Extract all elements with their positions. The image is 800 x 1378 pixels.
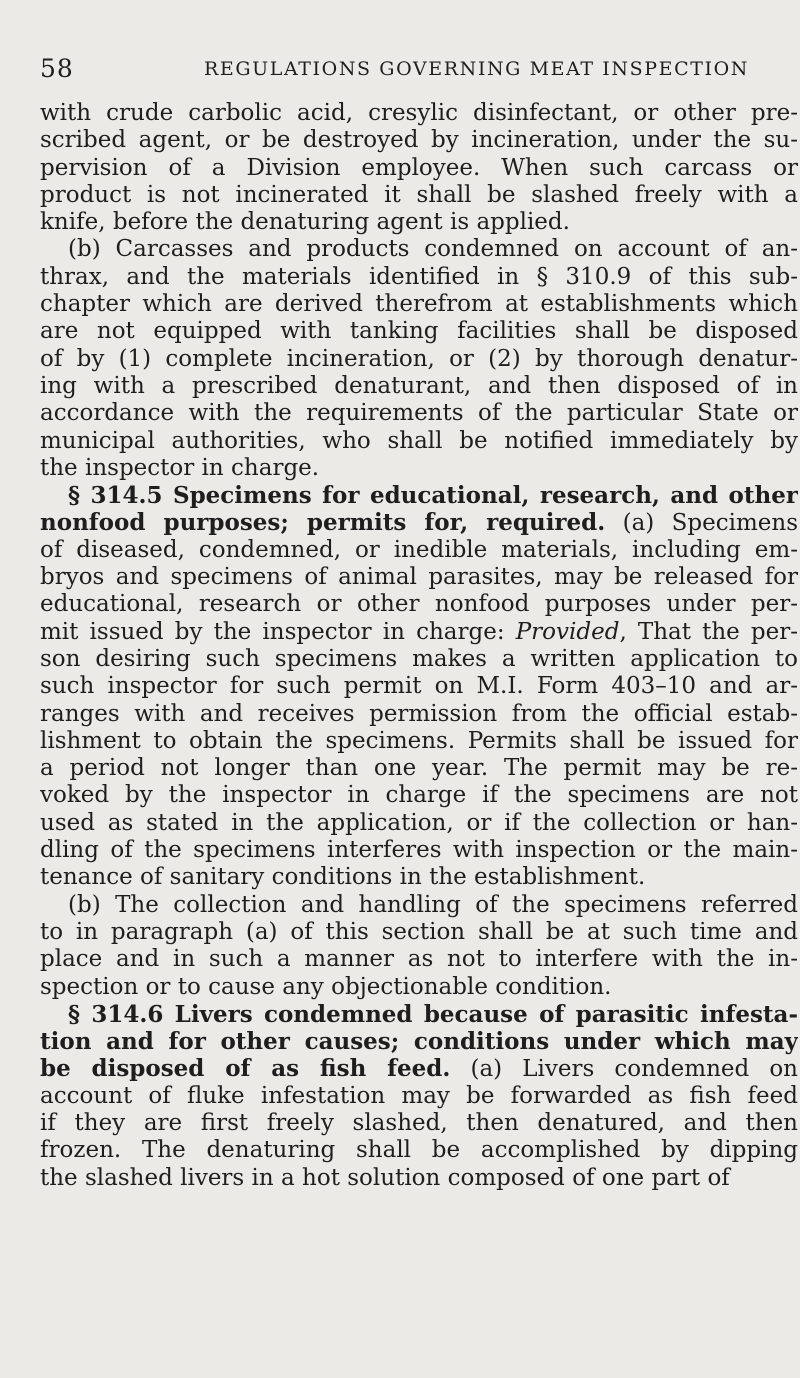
text-line [40, 373, 798, 400]
text-segment: knife, before the denaturing agent is applied. [40, 209, 570, 236]
section-heading-text: nonfood purposes; permits for, required. [40, 509, 606, 537]
text-segment: ing with a prescribed denaturant, and then disposed of in [40, 372, 798, 399]
text-segment: ranges with and receives permission from the official estab- [40, 700, 798, 727]
text-segment: product is not incinerated it shall be slashed freely with a [40, 181, 798, 208]
text-segment: scribed agent, or be destroyed by incineration, under the su- [40, 127, 798, 154]
text-line [40, 428, 798, 455]
text-line [40, 619, 798, 646]
text-segment: chapter which are derived therefrom at establishments which [40, 291, 798, 318]
text-segment: of by (1) complete incineration, or (2) by thorough denatur- [40, 345, 798, 372]
text-segment: such inspector for such permit on M.I. Form 403–10 and ar- [40, 673, 798, 700]
text-line [40, 291, 798, 318]
section-heading-text: be disposed of as fish feed. [40, 1055, 451, 1083]
text-segment: accordance with the requirements of the particular State or [40, 400, 798, 427]
text-line [40, 782, 798, 809]
text-segment: (a) Specimens [605, 510, 798, 537]
text-line [40, 837, 798, 864]
text-segment: the slashed livers in a hot solution composed of one part of [40, 1164, 730, 1191]
text-line [40, 182, 798, 209]
text-segment: account of fluke infestation may be forwarded as fish feed [40, 1082, 798, 1109]
text-line [40, 400, 798, 427]
text-line [40, 1083, 798, 1110]
text-segment: mit issued by the inspector in charge: [40, 618, 516, 645]
text-segment: to in paragraph (a) of this section shall be at such time and [40, 918, 798, 945]
body-text [40, 100, 798, 1192]
text-line [40, 591, 798, 618]
text-line [40, 1165, 798, 1192]
text-segment: are not equipped with tanking facilities shall be disposed [40, 318, 798, 345]
text-segment: if they are first freely slashed, then denatured, and then [40, 1109, 798, 1136]
text-segment: of diseased, condemned, or inedible materials, including em- [40, 536, 798, 563]
text-segment: the inspector in charge. [40, 454, 320, 481]
page-header [40, 54, 760, 84]
text-segment: (b) Carcasses and products condemned on account of an- [68, 236, 798, 263]
italic-text: Provided [515, 618, 620, 645]
text-line [40, 1028, 798, 1055]
text-line [40, 646, 798, 673]
text-segment: with crude carbolic acid, cresylic disinfectant, or other pre- [40, 100, 798, 126]
text-line [40, 701, 798, 728]
text-line [40, 810, 798, 837]
page-number: 58 [40, 54, 74, 83]
running-head: REGULATIONS GOVERNING MEAT INSPECTION [204, 58, 750, 80]
text-segment: spection or to cause any objectionable condition. [40, 973, 612, 1000]
text-line [40, 974, 798, 1001]
text-segment: used as stated in the application, or if the collection or han- [40, 809, 798, 836]
text-segment: a period not longer than one year. The permit may be re- [40, 755, 798, 782]
text-line [40, 318, 798, 345]
text-line [40, 892, 798, 919]
text-line [40, 1110, 798, 1137]
text-line [40, 864, 798, 891]
text-segment: (a) Livers condemned on [450, 1056, 798, 1083]
text-line [40, 755, 798, 782]
text-segment: frozen. The denaturing shall be accomplished by dipping [40, 1137, 798, 1164]
text-line [40, 537, 798, 564]
text-line [40, 946, 798, 973]
text-segment: educational, research or other nonfood purposes under per- [40, 591, 798, 618]
text-segment: voked by the inspector in charge if the specimens are not [40, 782, 798, 809]
text-segment: son desiring such specimens makes a written application to [40, 645, 798, 672]
text-line [40, 1055, 798, 1082]
text-line [40, 728, 798, 755]
section-heading-text: § 314.5 Specimens for educational, research, and other [68, 482, 798, 510]
text-line [40, 209, 798, 236]
text-line [40, 100, 798, 127]
text-segment: pervision of a Division employee. When such carcass or [40, 154, 798, 181]
text-segment: place and in such a manner as not to interfere with the in- [40, 946, 798, 973]
text-line [40, 264, 798, 291]
section-heading-text: tion and for other causes; conditions under which may [40, 1028, 798, 1056]
text-line [40, 564, 798, 591]
text-segment: tenance of sanitary conditions in the establishment. [40, 864, 646, 891]
text-line [40, 455, 798, 482]
text-line [40, 509, 798, 536]
text-segment: lishment to obtain the specimens. Permits shall be issued for [40, 727, 798, 754]
text-segment: dling of the specimens interferes with inspection or the main- [40, 837, 798, 864]
text-line [40, 155, 798, 182]
text-segment: (b) The collection and handling of the specimens referred [68, 891, 798, 918]
text-line [40, 127, 798, 154]
text-segment: municipal authorities, who shall be notified immediately by [40, 427, 798, 454]
text-segment: , That the per- [619, 618, 798, 645]
text-segment: thrax, and the materials identified in § 310.9 of this sub- [40, 263, 798, 290]
text-segment: bryos and specimens of animal parasites, may be released for [40, 564, 798, 591]
section-heading-text: § 314.6 Livers condemned because of parasitic infesta- [68, 1000, 798, 1028]
text-line [40, 919, 798, 946]
text-line [40, 482, 798, 509]
text-line [40, 236, 798, 263]
text-line [40, 673, 798, 700]
text-line [40, 1137, 798, 1164]
text-line [40, 1001, 798, 1028]
text-line [40, 346, 798, 373]
